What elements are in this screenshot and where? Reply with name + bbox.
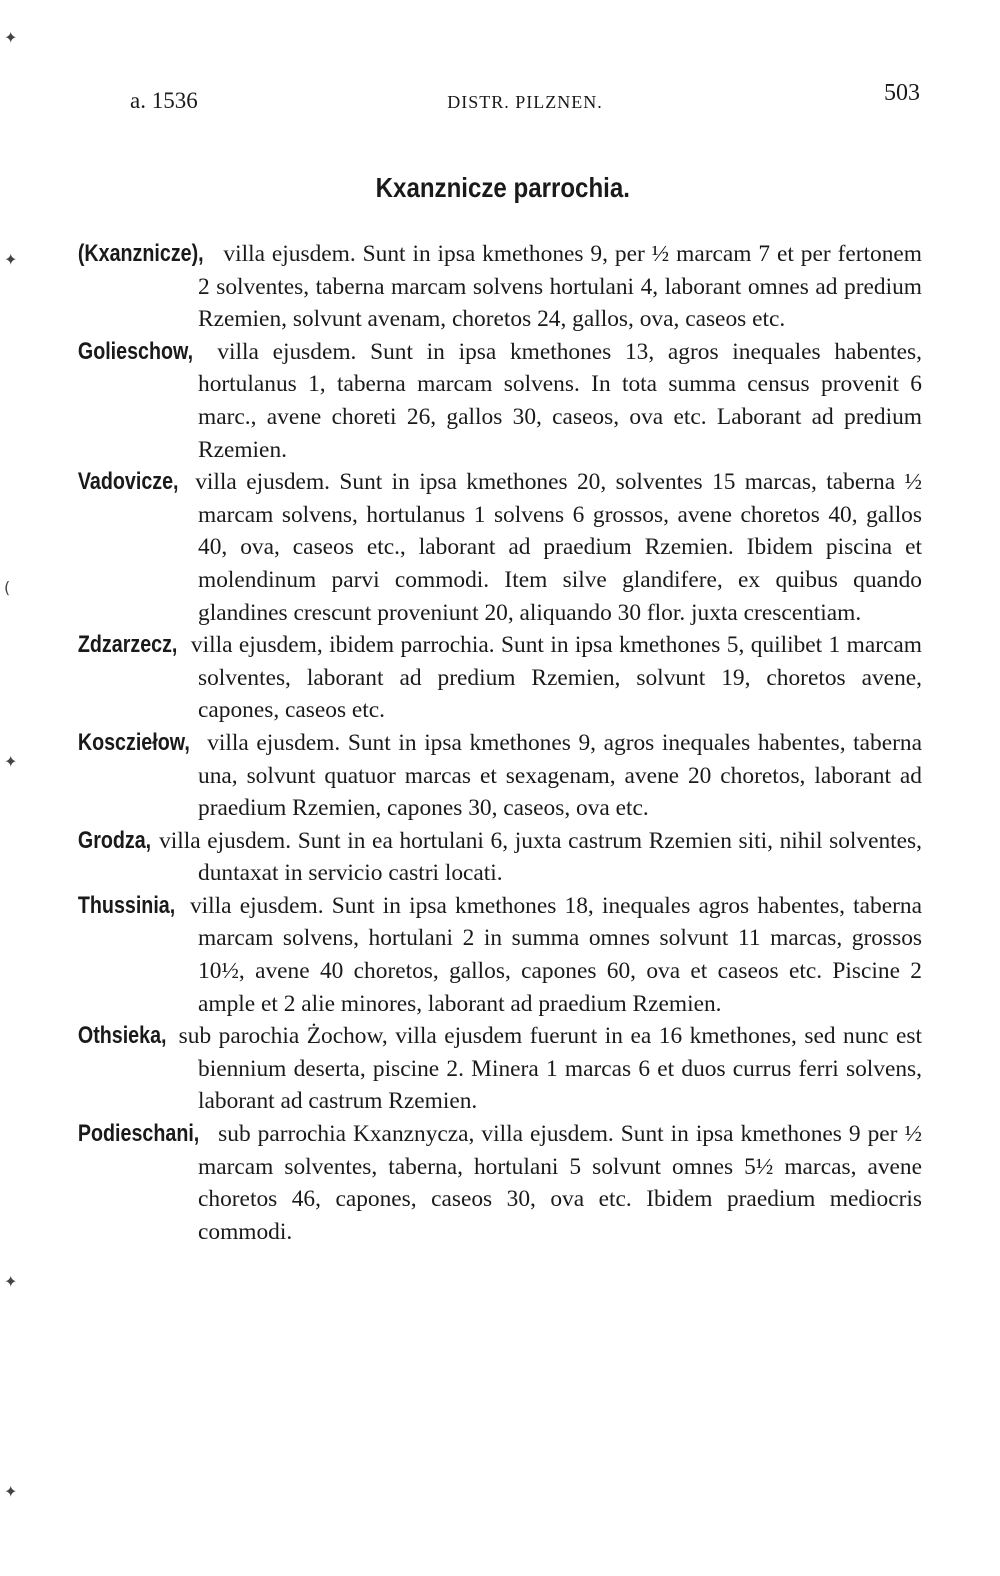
entry-text: villa ejusdem. Sunt in ipsa kmethones 9, agros inequales habentes, taberna una, solvunt quatuor marcas et sexagenam, avene 20 choretos, laborant ad praedium Rzemien, capones 30, caseos, ova etc. bbox=[198, 729, 922, 822]
entry-thussinia bbox=[77, 890, 922, 1020]
place-name: Othsieka, bbox=[77, 1022, 167, 1050]
entry-podieschani bbox=[77, 1118, 922, 1248]
entry-kxanznicze bbox=[77, 238, 922, 336]
entry-zdzarzecz bbox=[77, 629, 922, 727]
parish-title: Kxanznicze parrochia. bbox=[375, 172, 630, 203]
place-name: Podieschani, bbox=[77, 1120, 200, 1148]
page-header bbox=[130, 80, 920, 120]
place-name: Vadovicze, bbox=[77, 468, 179, 496]
header-year: a. 1536 bbox=[130, 88, 198, 113]
place-name: (Kxanznicze), bbox=[77, 240, 204, 267]
page-number: 503 bbox=[884, 80, 920, 106]
place-name: Zdzarzecz, bbox=[77, 631, 178, 659]
entry-text: villa ejusdem. Sunt in ipsa kmethones 20, solventes 15 marcas, taberna ½ marcam solvens, hortulanus 1 solvens 6 grossos, avene choretos 40, gallos 40, ova, caseos etc., laborant ad praedium Rzemien. Ibidem piscina et molendinum parvi commodi. Item silve glandifere, ex quibus quando glandines crescunt proveniunt 20, aliquando 30 flor. juxta crescentiam. bbox=[185, 469, 922, 626]
header-district: DISTR. PILZNEN. bbox=[447, 92, 603, 112]
place-name: Koscziełow, bbox=[77, 728, 190, 756]
entry-text: sub parochia Żochow, villa ejusdem fuerunt in ea 16 kmethones, sed nunc est biennium deserta, piscine 2. Minera 1 marcas 6 et duos currus ferri solvens, laborant ad castrum Rzemien. bbox=[171, 1023, 922, 1115]
entry-text: sub parrochia Kxanznycza, villa ejusdem. Sunt in ipsa kmethones 9 per ½ marcam solventes, taberna, hortulani 5 solvunt omnes 5½ marcas, avene choretos 46, capones, caseos 30, ova etc. Ibidem praedium mediocris commodi. bbox=[198, 1121, 922, 1245]
place-name: Golieschow, bbox=[77, 337, 194, 365]
place-name: Thussinia, bbox=[77, 891, 176, 919]
entry-text: villa ejusdem. Sunt in ipsa kmethones 18, inequales agros habentes, taberna marcam solvens, hortulani 2 in summa omnes solvunt 11 marcas, grossos 10½, avene 40 choretos, gallos, capones 60, ova et caseos etc. Piscine 2 ample et 2 alie minores, laborant ad praedium Rzemien. bbox=[181, 892, 922, 1017]
margin-mark: ✦ bbox=[4, 1272, 18, 1291]
place-name: Grodza, bbox=[77, 826, 152, 854]
entry-vadovicze bbox=[77, 466, 922, 629]
entries-list bbox=[77, 238, 922, 1248]
margin-mark: ✦ bbox=[4, 28, 18, 47]
entry-text: villa ejusdem. Sunt in ea hortulani 6, juxta castrum Rzemien siti, nihil solventes, duntaxat in servicio castri locati. bbox=[152, 827, 922, 887]
entry-koscziełow bbox=[77, 727, 922, 825]
margin-mark: ✦ bbox=[4, 250, 18, 269]
entry-text: villa ejusdem. Sunt in ipsa kmethones 13, agros inequales habentes, hortulanus 1, taberna marcam solvens. In tota summa census provenit 6 marc., avene choreti 26, gallos 30, caseos, ova etc. Laborant ad predium Rzemien. bbox=[198, 338, 922, 463]
entry-golieschow bbox=[77, 336, 922, 466]
margin-mark: ( bbox=[4, 578, 11, 597]
margin-mark: ✦ bbox=[4, 752, 18, 771]
margin-mark: ✦ bbox=[4, 1482, 18, 1501]
entry-grodza bbox=[77, 825, 922, 890]
entry-text: villa ejusdem. Sunt in ipsa kmethones 9, per ½ marcam 7 et per fertonem 2 solventes, taberna marcam solvens hortulani 4, laborant omnes ad predium Rzemien, solvunt avenam, choretos 24, gallos, ova, caseos etc. bbox=[198, 241, 922, 333]
entry-othsieka bbox=[77, 1020, 922, 1118]
entry-text: villa ejusdem, ibidem parrochia. Sunt in ipsa kmethones 5, quilibet 1 marcam solventes, laborant ad predium Rzemien, solvunt 19, choretos avene, capones, caseos etc. bbox=[184, 632, 922, 724]
